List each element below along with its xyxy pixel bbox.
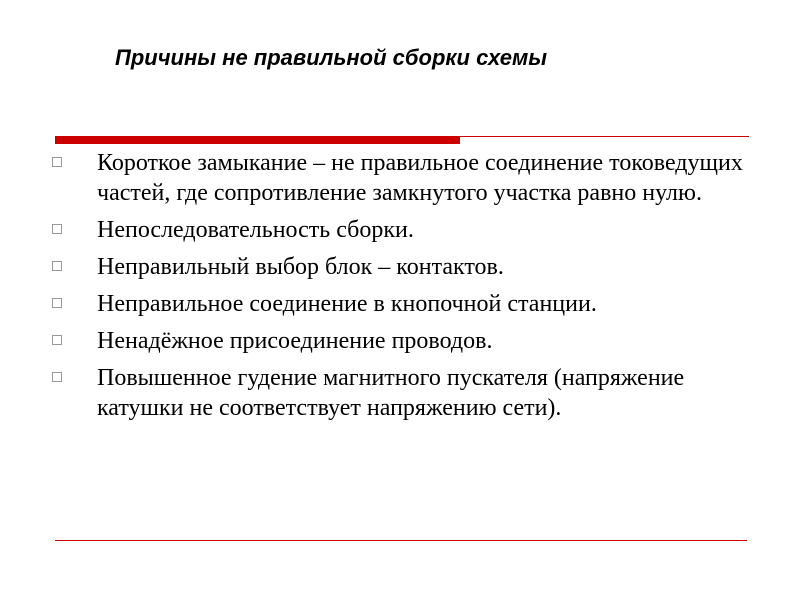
accent-bar (55, 136, 460, 144)
hollow-square-icon (52, 372, 62, 382)
accent-line-bottom (55, 540, 747, 541)
bullet-item (0, 289, 800, 319)
slide-title: Причины не правильной сборки схемы (115, 45, 548, 70)
bullet-text: Короткое замыкание – не правильное соединение токоведущих частей, где сопротивление замкнутого участка равно нулю. (97, 150, 743, 206)
bullet-text: Неправильное соединение в кнопочной станции. (97, 291, 597, 317)
bullet-item (0, 252, 800, 282)
bullet-text: Непоследовательность сборки. (97, 217, 414, 243)
bullet-item (0, 326, 800, 356)
bullet-item (0, 148, 800, 208)
bullet-text: Повышенное гудение магнитного пускателя (напряжение катушки не соответствует напряжению сети). (97, 365, 685, 421)
hollow-square-icon (52, 157, 62, 167)
hollow-square-icon (52, 261, 62, 271)
bullet-text: Неправильный выбор блок – контактов. (97, 254, 504, 280)
bullet-item (0, 215, 800, 245)
hollow-square-icon (52, 224, 62, 234)
bullet-list (0, 148, 800, 430)
hollow-square-icon (52, 335, 62, 345)
bullet-text: Ненадёжное присоединение проводов. (97, 328, 493, 354)
hollow-square-icon (52, 298, 62, 308)
accent-line-top (455, 136, 749, 137)
bullet-item (0, 363, 800, 423)
